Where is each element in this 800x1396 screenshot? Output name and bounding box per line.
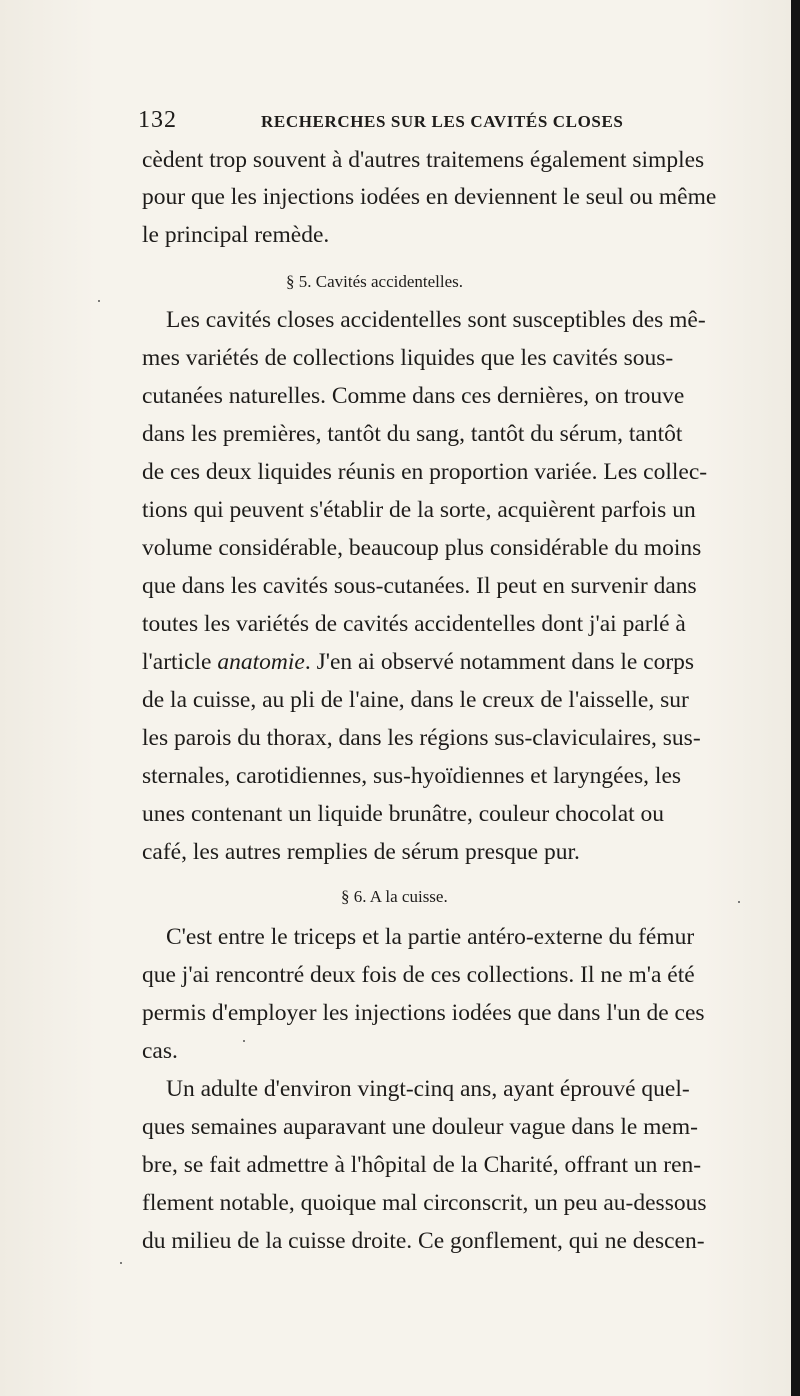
text-line: volume considérable, beaucoup plus considérable du moins	[142, 535, 702, 561]
text-line: cas.	[142, 1038, 178, 1064]
text-line: les parois du thorax, dans les régions sus-claviculaires, sus-	[142, 725, 701, 751]
text-line: cèdent trop souvent à d'autres traitemens également simples	[142, 147, 705, 173]
page-number: 132	[138, 107, 177, 133]
text-line: ques semaines auparavant une douleur vague dans le mem-	[142, 1114, 698, 1140]
text-line: Un adulte d'environ vingt-cinq ans, ayant éprouvé quel-	[166, 1076, 690, 1102]
text-line: tions qui peuvent s'établir de la sorte, acquièrent parfois un	[142, 497, 696, 523]
text-line: toutes les variétés de cavités accidentelles dont j'ai parlé à	[142, 611, 686, 637]
text-line: Les cavités closes accidentelles sont susceptibles des mê-	[166, 307, 706, 333]
text-line: le principal remède.	[142, 222, 330, 248]
text-line: bre, se fait admettre à l'hôpital de la Charité, offrant un ren-	[142, 1152, 702, 1178]
text-line: de la cuisse, au pli de l'aine, dans le creux de l'aisselle, sur	[142, 687, 689, 713]
text-line: cutanées naturelles. Comme dans ces dernières, on trouve	[142, 383, 685, 409]
text-line: sternales, carotidiennes, sus-hyoïdiennes et laryngées, les	[142, 763, 682, 789]
text-line: unes contenant un liquide brunâtre, couleur chocolat ou	[142, 801, 665, 827]
page-header	[138, 107, 738, 137]
text-line: mes variétés de collections liquides que les cavités sous-	[142, 345, 674, 371]
page-edge-shadow	[791, 0, 800, 1396]
paper-speck	[120, 1262, 122, 1264]
paper-speck	[98, 300, 100, 302]
paper-speck	[243, 1040, 245, 1042]
text-line: flement notable, quoique mal circonscrit, un peu au-dessous	[142, 1190, 707, 1216]
text-line: permis d'employer les injections iodées que dans l'un de ces	[142, 1000, 705, 1026]
paper-speck	[738, 901, 740, 903]
section-heading: § 5. Cavités accidentelles.	[286, 272, 464, 291]
text-line: que j'ai rencontré deux fois de ces collections. Il ne m'a été	[142, 962, 695, 988]
text-line: que dans les cavités sous-cutanées. Il peut en survenir dans	[142, 573, 697, 599]
text-line: pour que les injections iodées en deviennent le seul ou même	[142, 184, 717, 210]
section-heading: § 6. A la cuisse.	[341, 887, 448, 906]
running-title: RECHERCHES SUR LES CAVITÉS CLOSES	[261, 112, 624, 131]
italic-word: anatomie	[217, 649, 305, 675]
text-line: dans les premières, tantôt du sang, tantôt du sérum, tantôt	[142, 421, 683, 447]
text-line: l'article anatomie. J'en ai observé notamment dans le corps	[142, 649, 695, 675]
text-line: du milieu de la cuisse droite. Ce gonflement, qui ne descen-	[142, 1228, 705, 1254]
text-line: de ces deux liquides réunis en proportion variée. Les collec-	[142, 459, 708, 485]
text-line: café, les autres remplies de sérum presque pur.	[142, 839, 580, 865]
text-line: C'est entre le triceps et la partie antéro-externe du fémur	[166, 924, 695, 950]
